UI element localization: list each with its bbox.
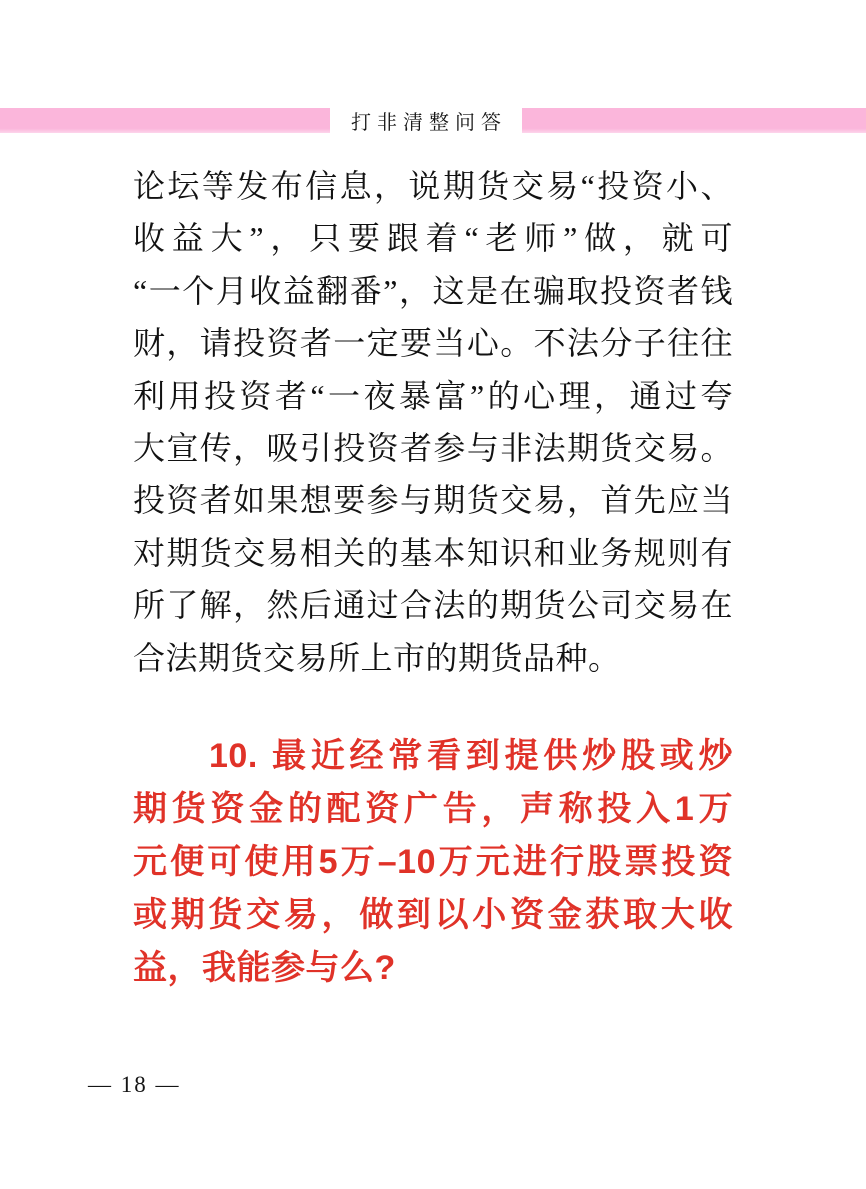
page-header-title: 打非清整问答 [351,112,507,134]
body-text-line: 论坛等发布信息，说期货交易“投资小、 [133,168,733,204]
header-band [0,108,866,133]
body-text-line: 投资者如果想要参与期货交易，首先应当 [133,482,733,519]
question-text-line: 或期货交易，做到以小资金获取大收 [133,896,733,934]
body-text-line: 合法期货交易所上市的期货品种。 [133,639,621,676]
question-10 [133,730,733,995]
body-text-line: 财，请投资者一定要当心。不法分子往往 [133,325,733,362]
header-title-box [330,102,522,139]
body-text-line: 对期货交易相关的基本知识和业务规则有 [133,534,733,571]
question-text-line: 期货资金的配资广告，声称投入1万 [133,790,733,828]
page-number: — 18 — [88,1072,181,1097]
question-text-line: 10. 最近经常看到提供炒股或炒 [209,737,733,775]
question-text-line: 益，我能参与么? [133,949,396,987]
body-text-line: 所了解，然后通过合法的期货公司交易在 [133,587,733,624]
question-text-line: 元便可使用5万–10万元进行股票投资 [133,843,733,881]
body-text-line: 收益大”，只要跟着“老师”做，就可 [133,220,733,257]
body-text-line: 利用投资者“一夜暴富”的心理，通过夸 [133,377,733,414]
body-paragraph [133,160,733,684]
body-text-line: “一个月收益翻番”，这是在骗取投资者钱 [133,272,733,309]
body-text-line: 大宣传，吸引投资者参与非法期货交易。 [133,429,733,466]
